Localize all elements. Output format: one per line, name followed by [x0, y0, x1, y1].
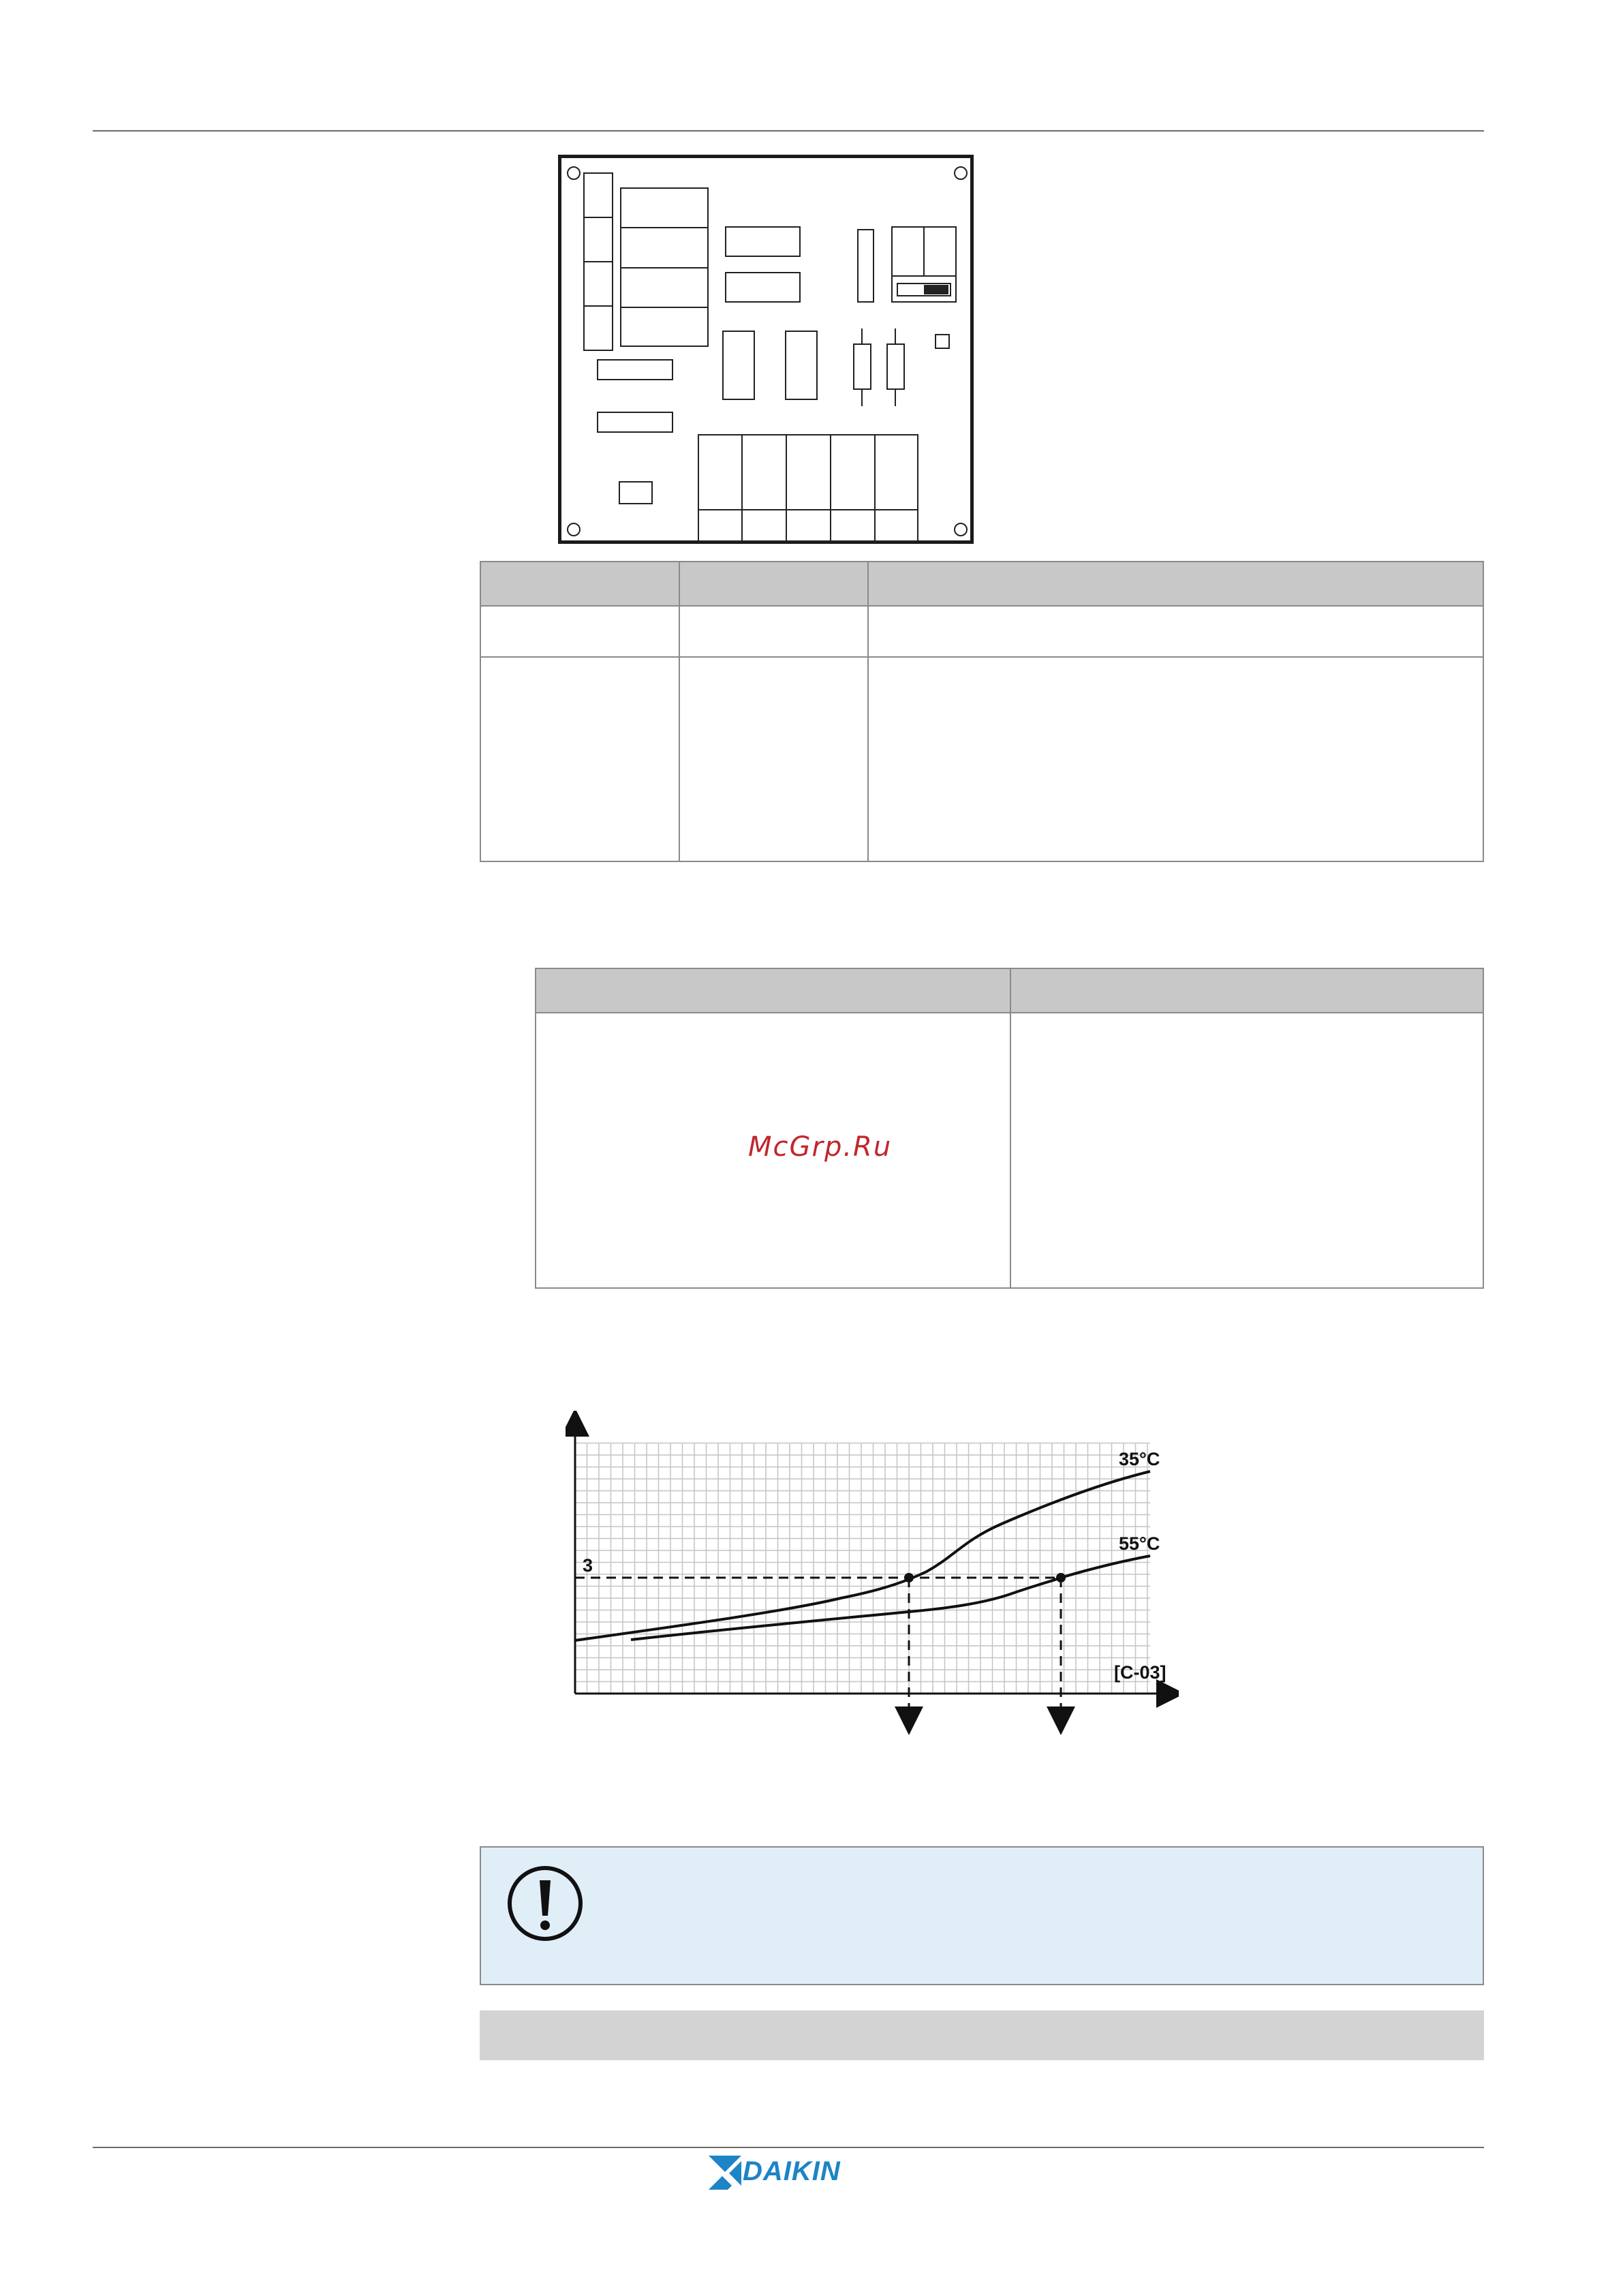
watermark-text: McGrp.Ru [748, 1131, 893, 1163]
connector [597, 412, 673, 433]
led [935, 334, 950, 349]
mounting-hole [567, 523, 581, 536]
brand-logo: DAIKIN [743, 2156, 841, 2186]
table-header-cell [480, 562, 679, 606]
y-tick-label: 3 [583, 1555, 593, 1576]
series-label-35: 35°C [1119, 1449, 1160, 1469]
table-header-cell [536, 968, 1010, 1013]
notice-box [480, 1846, 1484, 1985]
mounting-hole [954, 523, 968, 536]
fuse [619, 481, 653, 504]
ic-chip [785, 331, 818, 400]
section-bar [480, 2010, 1484, 2060]
table-header-cell [679, 562, 868, 606]
chart-grid [575, 1443, 1150, 1694]
terminal-block [698, 434, 918, 542]
ic-chip [722, 331, 755, 400]
ic-chip [857, 229, 874, 303]
table-row [536, 1013, 1483, 1288]
warning-exclamation-icon [506, 1864, 585, 1943]
intersection-point-55 [1056, 1573, 1066, 1582]
header-rule [93, 130, 1484, 132]
x-axis-label: [C-03] [1114, 1662, 1166, 1683]
daikin-logo-icon [709, 2156, 741, 2190]
ic-chip [725, 226, 801, 257]
curve-chart [566, 1411, 1179, 1738]
connector [597, 359, 673, 380]
pcb-illustration [558, 155, 974, 544]
series-label-55: 55°C [1119, 1533, 1160, 1554]
spec-table [480, 561, 1484, 862]
table-header-cell [868, 562, 1483, 606]
footer-rule [93, 2147, 1484, 2148]
settings-table [535, 968, 1484, 1289]
resistor [853, 343, 871, 390]
table-row [480, 657, 1483, 861]
table-row [480, 606, 1483, 657]
mounting-hole [567, 166, 581, 180]
ic-chip [725, 272, 801, 303]
mounting-hole [954, 166, 968, 180]
table-header-cell [1010, 968, 1483, 1013]
intersection-point-35 [904, 1573, 914, 1582]
resistor [886, 343, 905, 390]
